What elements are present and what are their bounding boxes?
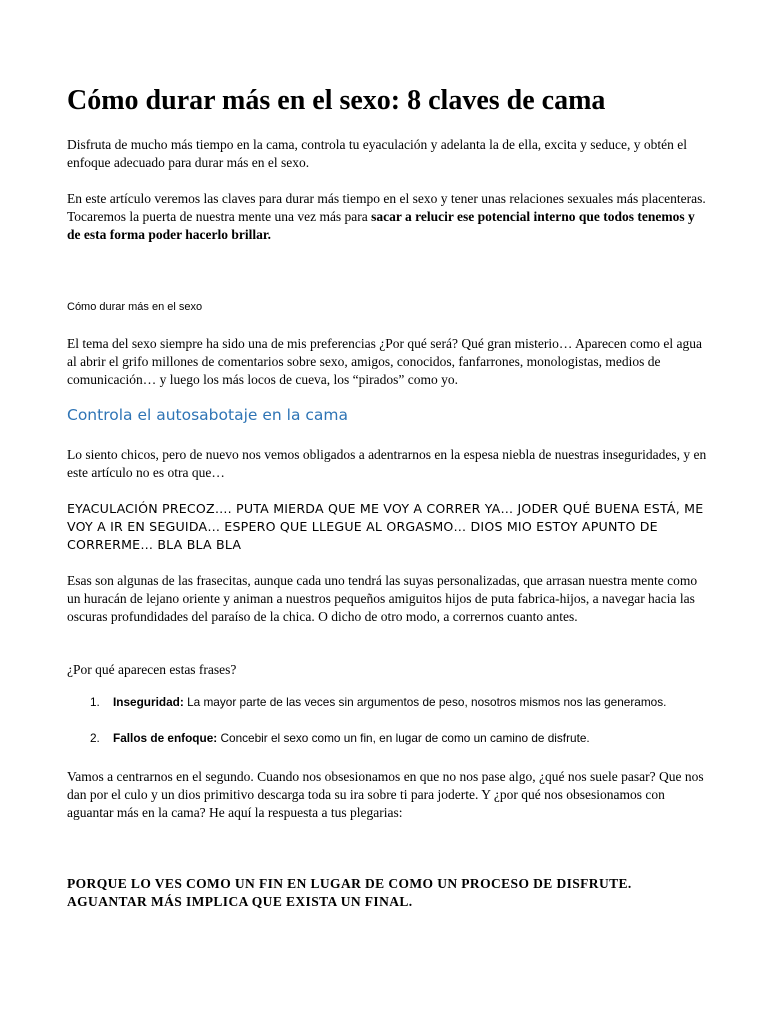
list-item [67, 730, 727, 746]
list-item-term: Fallos de enfoque: [113, 731, 218, 745]
subheading: Cómo durar más en el sexo [67, 301, 203, 313]
paragraph-claves [67, 190, 707, 245]
intro-paragraph: Disfruta de mucho más tiempo en la cama, controla tu eyaculación y adelanta la de ella, excita y seduce, y obtén el enfoque adecuado para durar más en el sexo. [67, 137, 687, 171]
section-heading: Controla el autosabotaje en la cama [67, 406, 348, 424]
list-item [67, 694, 727, 710]
final-bold-statement: PORQUE LO VES COMO UN FIN EN LUGAR DE COMO UN PROCESO DE DISFRUTE. AGUANTAR MÁS IMPLICA QUE EXISTA UN FINAL. [67, 876, 632, 909]
paragraph-claves-bold: sacar a relucir ese potencial interno que todos tenemos y de esta forma poder hacerlo brillar. [67, 209, 695, 243]
list-item-text: Concebir el sexo como un fin, en lugar de como un camino de disfrute. [217, 731, 590, 745]
question-line: ¿Por qué aparecen estas frases? [67, 662, 237, 677]
reasons-list [67, 694, 727, 766]
paragraph-tema: El tema del sexo siempre ha sido una de mis preferencias ¿Por qué será? Qué gran misterio… Aparecen como el agua al abrir el grifo millones de comentarios sobre sexo, amigos, conocidos, fanfarrones, monologistas, medios de comunicación… y luego los más locos de cueva, los “pirados” como yo. [67, 336, 703, 388]
paragraph-lo-siento: Lo siento chicos, pero de nuevo nos vemos obligados a adentrarnos en la espesa niebla de nuestras inseguridades, y en este artículo no es otra que… [67, 447, 707, 481]
paragraph-segundo: Vamos a centrarnos en el segundo. Cuando nos obsesionamos en que no nos pase algo, ¿qué nos suele pasar? Que nos dan por el culo y un dios primitivo descarga toda su ira sobre ti para joderte. Y ¿por qué nos obsesionamos con aguantar más en la cama? He aquí la respuesta a tus plegarias: [67, 769, 704, 821]
list-item-number: 1. [90, 695, 100, 709]
paragraph-claves-text: En este artículo veremos las claves para durar más tiempo en el sexo y tener unas relaciones sexuales más placenteras. Tocaremos la puerta de nuestra mente una vez más para [67, 191, 706, 225]
list-item-text: La mayor parte de las veces sin argumentos de peso, nosotros mismos nos las generamos. [183, 695, 667, 709]
paragraph-frasecitas: Esas son algunas de las frasecitas, aunque cada uno tendrá las suyas personalizadas, que arrasan nuestra mente como un huracán de lejano oriente y animan a nuestros pequeños amiguitos hijos de puta fabrica-hijos, a navegar hacia las oscuras profundidades del paraíso de la chica. O dicho de otro modo, a corrernos cuanto antes. [67, 573, 698, 625]
article-title: Cómo durar más en el sexo: 8 claves de cama [67, 85, 606, 116]
list-item-number: 2. [90, 731, 100, 745]
list-item-term: Inseguridad: [113, 695, 184, 709]
caps-quote: EYACULACIÓN PRECOZ…. PUTA MIERDA QUE ME VOY A CORRER YA… JODER QUÉ BUENA ESTÁ, ME VOY A IR EN SEGUIDA… ESPERO QUE LLEGUE AL ORGASMO… DIOS MIO ESTOY APUNTO DE CORRERME… BLA BLA BLA [67, 501, 704, 552]
